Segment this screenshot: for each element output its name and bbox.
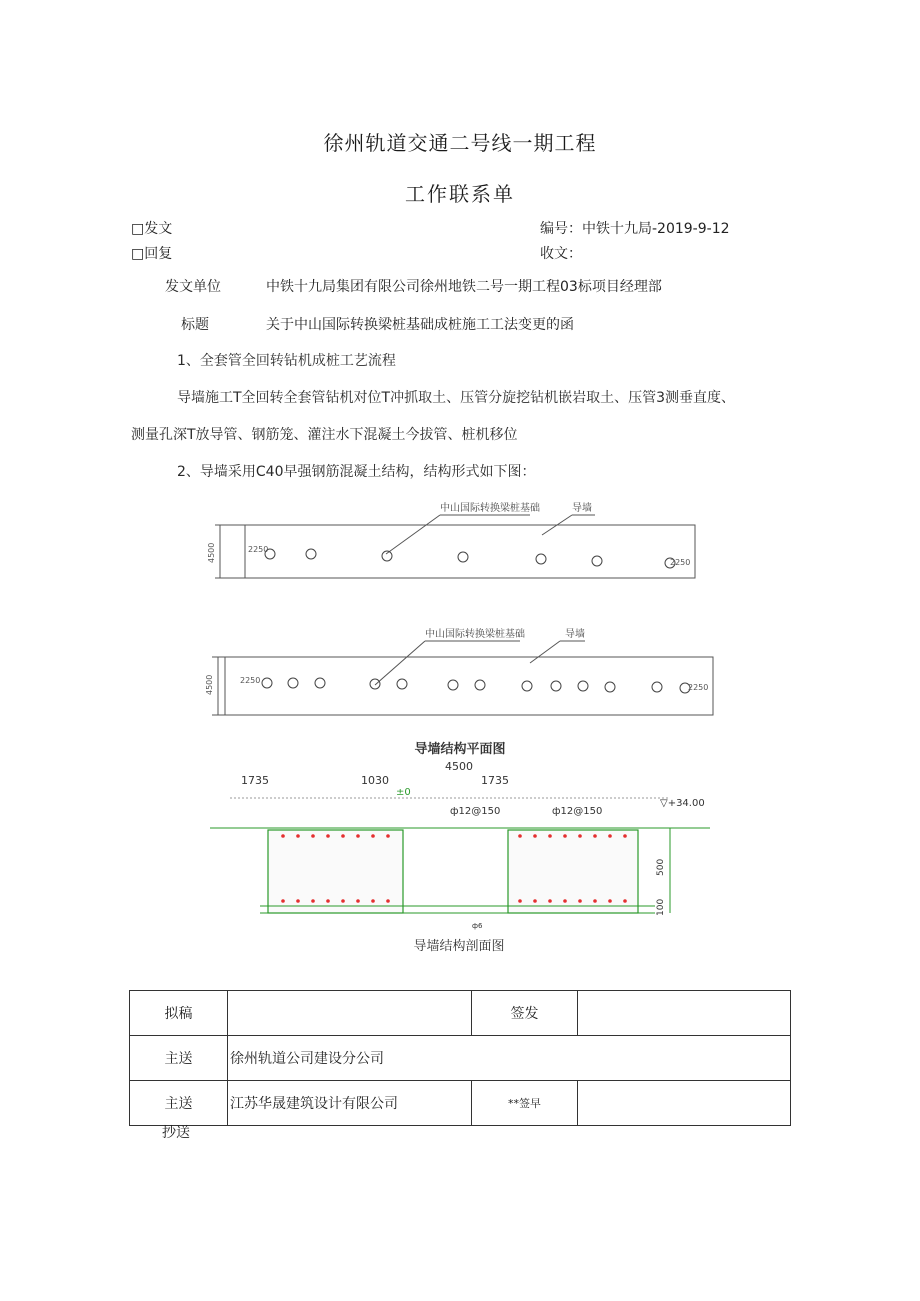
section-small-note: ф6 — [472, 922, 483, 930]
pile-circle — [370, 679, 380, 689]
pile-circle — [315, 678, 325, 688]
wall-block-right — [508, 830, 638, 913]
section-dim-100: 100 — [656, 898, 666, 916]
section-dim-left: 1735 — [241, 774, 269, 787]
plan-dim-offset: 2250 — [240, 676, 261, 685]
plan-caption: 导墙结构平面图 — [414, 742, 506, 757]
cc-label: 抄送 — [162, 1125, 190, 1141]
section-rebar-right: ф12@150 — [552, 806, 603, 817]
plan-foundation-label-top: 中山国际转换梁桩基础 — [440, 503, 540, 514]
subject-label: 标题 — [181, 317, 209, 333]
draft-value[interactable] — [228, 991, 472, 1036]
section-dim-total: 4500 — [445, 760, 473, 773]
section1-line2: 测量孔深T放导管、钢筋笼、灌注水下混凝土今拔管、桩机移位 — [131, 427, 518, 443]
sender-value: 中铁十九局集团有限公司徐州地铁二号一期工程03标项目经理部 — [266, 279, 662, 295]
to2-label: 主送 — [130, 1081, 228, 1126]
pile-circle — [652, 682, 662, 692]
pile-circle — [592, 556, 602, 566]
section2-title: 2、导墙采用C40早强钢筋混凝土结构，结构形式如下图： — [177, 464, 536, 480]
plan-dim-height: 4500 — [207, 542, 216, 563]
section-dim-right: 1735 — [481, 774, 509, 787]
table-row — [130, 1081, 791, 1126]
sign-label: 签发 — [472, 991, 578, 1036]
document-subtitle: 工作联系单 — [405, 182, 515, 206]
pile-circle — [306, 549, 316, 559]
table-row — [130, 1036, 791, 1081]
signature-table — [129, 990, 791, 1126]
pile-circle — [578, 681, 588, 691]
draft-label: 拟稿 — [130, 991, 228, 1036]
sign-value[interactable] — [578, 991, 791, 1036]
section-elevation: ▽+34.00 — [660, 798, 705, 809]
section-rebar-left: ф12@150 — [450, 806, 501, 817]
plan-dim-offset: 2250 — [670, 558, 691, 567]
pile-circle — [458, 552, 468, 562]
document-title: 徐州轨道交通二号线一期工程 — [323, 131, 597, 155]
table-row — [130, 991, 791, 1036]
section-dim-mid: 1030 — [361, 774, 389, 787]
plan-drawing — [200, 495, 720, 765]
pile-circle — [382, 551, 392, 561]
receipt-value[interactable] — [578, 1081, 791, 1126]
section1-line1: 导墙施工T全回转全套管钻机对位T冲抓取土、压管分旋挖钻机嵌岩取土、压管3测垂直度、 — [177, 390, 736, 406]
pile-circle — [551, 681, 561, 691]
section-level-zero: ±0 — [396, 787, 411, 798]
receipt-note: **签早 — [472, 1081, 578, 1126]
document-number: 编号：中铁十九局-2019-9-12 — [540, 221, 730, 237]
plan-dim-offset: 2250 — [688, 683, 709, 692]
section-dim-500: 500 — [656, 858, 666, 876]
plan-wall-label-bottom: 导墙 — [565, 629, 585, 640]
checkbox-send[interactable]: □发文 — [131, 221, 173, 237]
checkbox-reply[interactable]: □回复 — [131, 246, 173, 262]
section-drawing — [200, 758, 720, 958]
to1-label: 主送 — [130, 1036, 228, 1081]
section1-title: 1、全套管全回转钻机成桩工艺流程 — [177, 353, 396, 369]
section-caption: 导墙结构剖面图 — [413, 939, 505, 954]
pile-circle — [397, 679, 407, 689]
pile-circle — [475, 680, 485, 690]
pile-circle — [288, 678, 298, 688]
receive-label: 收文： — [540, 246, 582, 262]
pile-circle — [605, 682, 615, 692]
sender-label: 发文单位 — [165, 279, 221, 295]
plan-wall-bottom — [225, 657, 713, 715]
to1-value: 徐州轨道公司建设分公司 — [228, 1036, 791, 1081]
plan-wall-top — [245, 525, 695, 578]
plan-foundation-label-bottom: 中山国际转换梁桩基础 — [425, 629, 525, 640]
to2-value: 江苏华晟建筑设计有限公司 — [228, 1081, 472, 1126]
pile-circle — [262, 678, 272, 688]
pile-circle — [448, 680, 458, 690]
wall-block-left — [268, 830, 403, 913]
plan-dim-offset: 2250 — [248, 545, 269, 554]
plan-dim-height: 4500 — [205, 674, 214, 695]
subject-value: 关于中山国际转换梁桩基础成桩施工工法变更的函 — [266, 317, 574, 333]
plan-wall-label-top: 导墙 — [572, 503, 592, 514]
pile-circle — [536, 554, 546, 564]
pile-circle — [522, 681, 532, 691]
